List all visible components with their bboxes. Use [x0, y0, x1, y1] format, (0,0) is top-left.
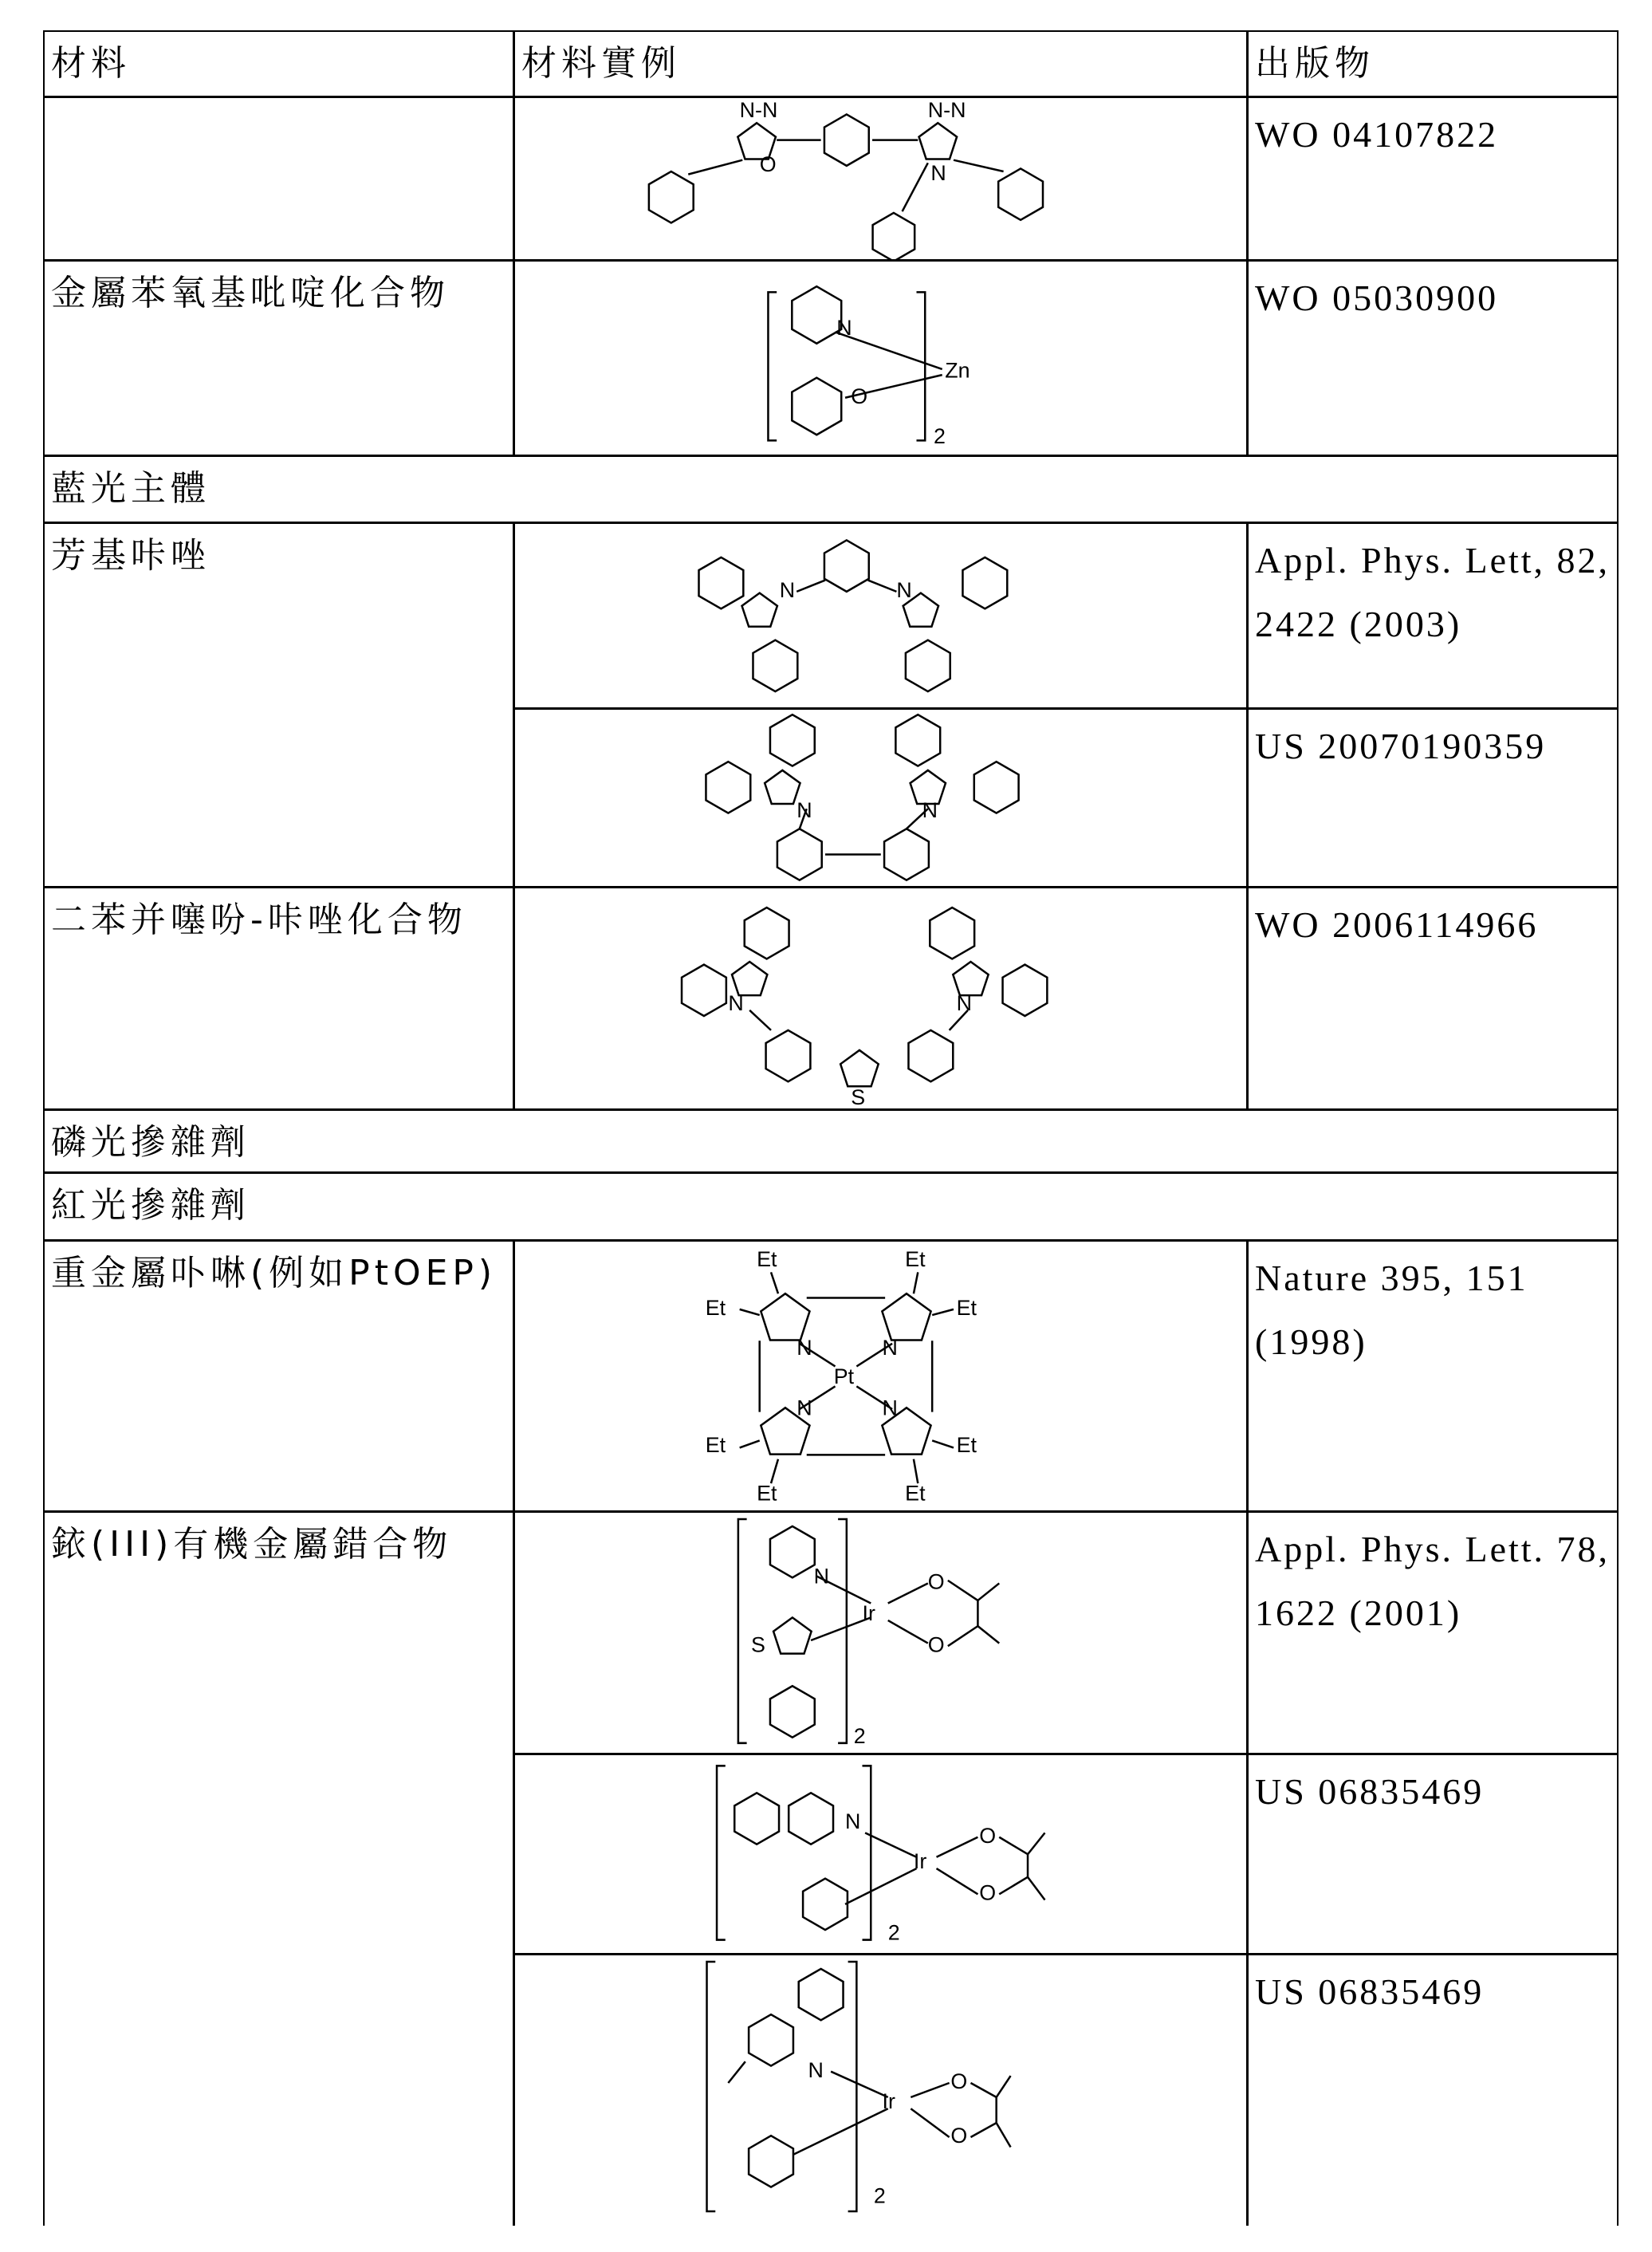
- atom-label: N: [728, 991, 743, 1015]
- bond: [914, 1272, 918, 1293]
- bond: [970, 2123, 996, 2137]
- section-blue-host: [43, 455, 1619, 523]
- atom-label: 2: [874, 2183, 886, 2207]
- bond: [888, 1620, 928, 1644]
- chemical-structure: [514, 261, 1249, 456]
- atom-label: N: [814, 1564, 829, 1588]
- header-material-label: 材料: [51, 43, 131, 84]
- bond: [771, 1459, 778, 1483]
- header-example-label: 材料實例: [521, 43, 681, 84]
- benzene-ring: [745, 907, 789, 959]
- benzene-ring: [770, 1526, 815, 1577]
- atom-label: Et: [757, 1247, 777, 1271]
- atom-label: N: [780, 578, 795, 602]
- bracket: [768, 292, 777, 440]
- chemical-structure: [514, 1754, 1249, 1954]
- bracket: [916, 292, 925, 440]
- atom-label: N-N: [740, 98, 778, 122]
- atom-label: N: [836, 316, 852, 340]
- chemical-structure: [514, 709, 1249, 888]
- atom-label: Zn: [945, 359, 970, 383]
- benzene-ring: [1003, 965, 1048, 1016]
- benzene-ring: [766, 1030, 811, 1081]
- benzene-ring: [998, 168, 1043, 219]
- five-membered-ring: [732, 962, 767, 995]
- benzene-ring: [908, 1030, 953, 1081]
- section-red-dopant: [43, 1172, 1619, 1241]
- chemical-structure: [514, 1241, 1249, 1512]
- benzene-ring: [770, 715, 815, 766]
- bond: [865, 1833, 916, 1856]
- publication-label: WO 05030900: [1255, 278, 1498, 318]
- atom-label: Et: [905, 1247, 926, 1271]
- publication-label: US 06835469: [1255, 1771, 1484, 1812]
- atom-label: 2: [888, 1921, 900, 1945]
- atom-label: O: [979, 1824, 996, 1848]
- publication-label: Appl. Phys. Lett. 78, 1622 (2001): [1255, 1529, 1610, 1633]
- bond: [977, 1626, 999, 1643]
- bond: [728, 2061, 745, 2083]
- header-publication: [1247, 30, 1619, 97]
- bond: [970, 2083, 996, 2097]
- benzene-ring: [873, 213, 915, 262]
- benzene-ring: [895, 715, 940, 766]
- bond: [999, 1837, 1028, 1854]
- bond: [911, 2108, 949, 2137]
- chemical-structure: [514, 1512, 1249, 1754]
- bond: [948, 1626, 978, 1646]
- bond: [937, 1837, 978, 1857]
- benzene-ring: [777, 829, 822, 880]
- publication-label: WO 04107822: [1255, 114, 1498, 155]
- header-material: [43, 30, 514, 97]
- benzene-ring: [906, 640, 950, 691]
- benzene-ring: [884, 829, 929, 880]
- atom-label: S: [751, 1632, 765, 1656]
- atom-label: Ir: [863, 1601, 875, 1625]
- material-label: 銥(III)有機金屬錯合物: [51, 1524, 452, 1565]
- atom-label: O: [928, 1632, 945, 1656]
- publication-cell: [1247, 887, 1619, 1110]
- section-label: 紅光摻雜劑: [51, 1185, 250, 1226]
- publication-cell: [1247, 1240, 1619, 1512]
- atom-label: Et: [957, 1296, 977, 1320]
- atom-label: O: [950, 2069, 967, 2093]
- atom-label: N: [845, 1809, 860, 1833]
- material-cell: [43, 1511, 514, 2226]
- bond: [999, 1877, 1028, 1894]
- atom-label: O: [950, 2124, 967, 2148]
- publication-cell: [1247, 260, 1619, 456]
- five-membered-ring: [761, 1293, 809, 1340]
- atom-label: Et: [957, 1433, 977, 1457]
- material-cell: [43, 96, 514, 261]
- atom-label: N: [957, 991, 972, 1015]
- publication-cell: [1247, 1954, 1619, 2226]
- bracket: [738, 1519, 747, 1743]
- publication-label: Appl. Phys. Lett, 82, 2422 (2003): [1255, 540, 1610, 644]
- material-cell: [43, 887, 514, 1110]
- benzene-ring: [649, 171, 694, 222]
- benzene-ring: [749, 2014, 793, 2065]
- atom-label: N: [922, 798, 938, 822]
- bond: [740, 1440, 760, 1447]
- bond: [997, 2076, 1011, 2097]
- publication-cell: [1247, 522, 1619, 709]
- atom-label: Et: [757, 1482, 777, 1506]
- bracket: [838, 1519, 847, 1743]
- benzene-ring: [682, 965, 726, 1016]
- atom-label: N: [896, 578, 911, 602]
- five-membered-ring: [882, 1293, 930, 1340]
- atom-label: N: [883, 1336, 898, 1360]
- benzene-ring: [792, 378, 841, 435]
- atom-label: O: [851, 384, 867, 408]
- atom-label: 2: [854, 1724, 866, 1748]
- benzene-ring: [734, 1793, 779, 1844]
- bond: [1028, 1877, 1044, 1900]
- five-membered-ring: [840, 1050, 879, 1086]
- publication-label: US 06835469: [1255, 1971, 1484, 2012]
- atom-label: N-N: [928, 98, 966, 122]
- benzene-ring: [962, 557, 1007, 608]
- benzene-ring: [824, 540, 869, 591]
- section-label: 磷光摻雜劑: [51, 1122, 250, 1163]
- bracket: [707, 1962, 716, 2211]
- publication-cell: [1247, 1754, 1619, 1955]
- bond: [794, 2108, 888, 2154]
- five-membered-ring: [953, 962, 988, 995]
- benzene-ring: [824, 114, 869, 165]
- atom-label: N: [796, 1396, 812, 1419]
- bond: [932, 1440, 954, 1447]
- bond: [954, 160, 1004, 171]
- bond: [831, 2072, 888, 2097]
- bond: [688, 160, 742, 175]
- bond: [948, 1581, 978, 1600]
- bracket: [848, 1962, 857, 2211]
- atom-label: N: [930, 161, 946, 185]
- atom-label: N: [883, 1396, 898, 1419]
- bracket: [863, 1766, 871, 1939]
- atom-label: S: [851, 1085, 865, 1109]
- benzene-ring: [930, 907, 974, 959]
- bond: [937, 1868, 978, 1894]
- bond: [997, 2123, 1011, 2147]
- bond: [1028, 1833, 1044, 1854]
- atom-label: N: [796, 1336, 812, 1360]
- benzene-ring: [974, 762, 1019, 813]
- material-cell: [43, 522, 514, 888]
- benzene-ring: [799, 1969, 844, 2020]
- header-example: [513, 30, 1248, 97]
- atom-label: Ir: [914, 1849, 926, 1873]
- section-label: 藍光主體: [51, 468, 210, 509]
- bond: [868, 581, 897, 592]
- bond: [977, 1583, 999, 1600]
- five-membered-ring: [742, 593, 777, 627]
- material-label: 芳基咔唑: [51, 535, 210, 576]
- benzene-ring: [699, 557, 744, 608]
- bond: [749, 1010, 771, 1030]
- bond: [903, 163, 928, 211]
- benzene-ring: [803, 1879, 848, 1930]
- publication-cell: [1247, 708, 1619, 888]
- five-membered-ring: [773, 1617, 812, 1653]
- bond: [845, 1868, 916, 1904]
- atom-label: 2: [934, 424, 946, 448]
- bracket: [717, 1766, 726, 1939]
- material-label: 重金屬卟啉(例如PtOEP): [51, 1253, 497, 1293]
- publication-cell: [1247, 1511, 1619, 1754]
- material-label: 二苯并噻吩-咔唑化合物: [51, 900, 467, 940]
- material-cell: [43, 260, 514, 456]
- bond: [771, 1272, 778, 1293]
- five-membered-ring: [765, 770, 800, 804]
- chemical-structure: [514, 97, 1249, 262]
- bond: [914, 1459, 918, 1483]
- chemical-structure: [514, 1955, 1249, 2226]
- atom-label: O: [760, 152, 777, 176]
- five-membered-ring: [919, 123, 958, 159]
- bond: [888, 1583, 928, 1603]
- publication-label: WO 2006114966: [1255, 904, 1538, 945]
- atom-label: Pt: [834, 1364, 855, 1388]
- bond: [911, 2083, 949, 2097]
- atom-label: Et: [706, 1296, 726, 1320]
- benzene-ring: [789, 1793, 833, 1844]
- bond: [740, 1309, 760, 1315]
- benzene-ring: [753, 640, 797, 691]
- atom-label: Et: [706, 1433, 726, 1457]
- benzene-ring: [706, 762, 750, 813]
- bond: [932, 1309, 954, 1315]
- atom-label: Et: [905, 1482, 926, 1506]
- publication-label: US 20070190359: [1255, 726, 1546, 766]
- atom-label: Ir: [883, 2089, 895, 2113]
- atom-label: O: [979, 1880, 996, 1904]
- header-publication-label: 出版物: [1255, 43, 1375, 84]
- bond: [796, 581, 825, 592]
- benzene-ring: [792, 286, 841, 344]
- chemical-structure: [514, 888, 1249, 1110]
- atom-label: N: [796, 798, 812, 822]
- atom-label: O: [928, 1570, 945, 1594]
- atom-label: N: [808, 2058, 824, 2082]
- chemical-structure: [514, 523, 1249, 709]
- material-label: 金屬苯氧基吡啶化合物: [51, 273, 450, 313]
- publication-cell: [1247, 96, 1619, 261]
- benzene-ring: [749, 2136, 793, 2187]
- publication-label: Nature 395, 151 (1998): [1255, 1258, 1528, 1362]
- material-cell: [43, 1240, 514, 1512]
- benzene-ring: [770, 1686, 815, 1737]
- section-phosphorescent-dopant: [43, 1109, 1619, 1173]
